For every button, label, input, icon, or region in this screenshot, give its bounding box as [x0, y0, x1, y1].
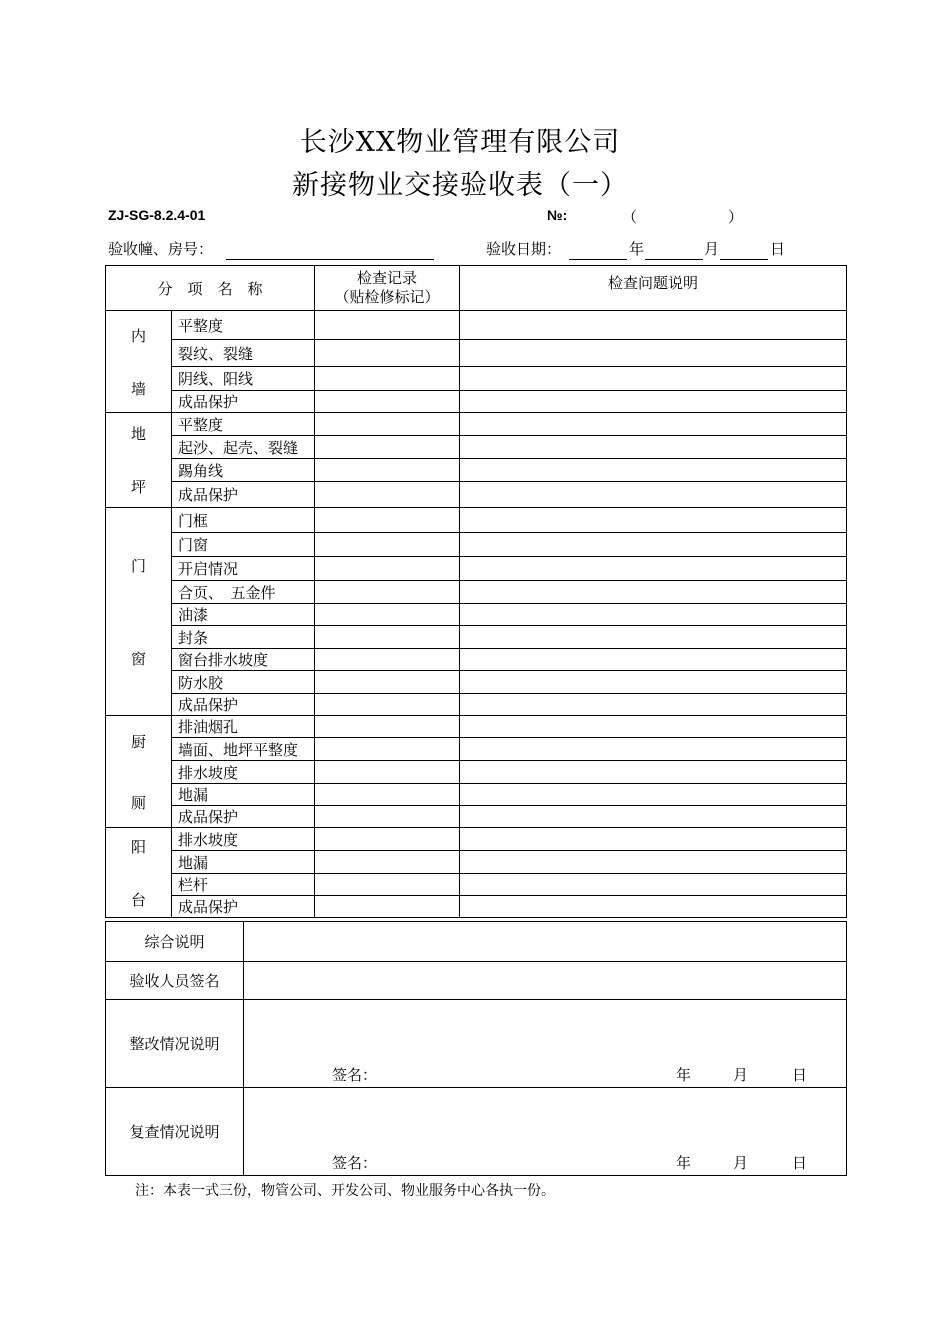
date-label: 验收日期：	[486, 240, 562, 258]
number-paren-close: ）	[728, 208, 744, 226]
category-char: 墙	[130, 379, 146, 398]
problem-desc-cell[interactable]	[460, 340, 847, 367]
problem-desc-cell[interactable]	[460, 806, 847, 828]
item-name: 地漏	[172, 851, 315, 874]
problem-desc-cell[interactable]	[460, 604, 847, 626]
item-name: 成品保护	[172, 806, 315, 828]
table-row	[106, 828, 847, 851]
problem-desc-cell[interactable]	[460, 413, 847, 436]
check-record-cell[interactable]	[315, 367, 460, 391]
check-record-cell[interactable]	[315, 557, 460, 581]
rectify-month: 月	[733, 1066, 749, 1084]
item-name: 合页、 五金件	[172, 581, 315, 604]
table-row	[106, 367, 847, 391]
item-name: 封条	[172, 626, 315, 649]
problem-desc-cell[interactable]	[460, 508, 847, 533]
room-field[interactable]	[226, 243, 434, 260]
check-record-cell[interactable]	[315, 738, 460, 761]
item-name: 地漏	[172, 784, 315, 806]
table-row	[106, 784, 847, 806]
form-title: 新接物业交接验收表（一）	[292, 170, 628, 201]
item-name: 阴线、阳线	[172, 367, 315, 391]
item-name: 栏杆	[172, 874, 315, 896]
date-month-field[interactable]	[645, 243, 703, 260]
item-name: 成品保护	[172, 482, 315, 508]
check-record-cell[interactable]	[315, 436, 460, 459]
check-record-cell[interactable]	[315, 806, 460, 828]
problem-desc-cell[interactable]	[460, 874, 847, 896]
check-record-cell[interactable]	[315, 340, 460, 367]
problem-desc-cell[interactable]	[460, 851, 847, 874]
check-record-cell[interactable]	[315, 459, 460, 482]
problem-desc-cell[interactable]	[460, 671, 847, 694]
problem-desc-cell[interactable]	[460, 828, 847, 851]
check-record-cell[interactable]	[315, 851, 460, 874]
table-row	[106, 436, 847, 459]
table-row	[106, 671, 847, 694]
problem-desc-cell[interactable]	[460, 391, 847, 413]
category-cell	[106, 311, 172, 413]
item-name: 开启情况	[172, 557, 315, 581]
header-check-record-line1: 检查记录	[357, 269, 418, 287]
header-problem-desc: 检查问题说明	[460, 266, 847, 311]
rectify-day: 日	[792, 1066, 808, 1084]
summary-field[interactable]	[244, 922, 847, 962]
table-row	[106, 896, 847, 918]
category-char: 地	[130, 425, 146, 443]
rectify-field[interactable]	[244, 1000, 847, 1088]
table-row	[106, 694, 847, 716]
item-name: 平整度	[172, 311, 315, 340]
category-cell	[106, 413, 172, 508]
inspector-row	[106, 962, 847, 1000]
check-record-cell[interactable]	[315, 604, 460, 626]
table-row	[106, 604, 847, 626]
table-header-row	[106, 266, 847, 311]
footnote: 注：本表一式三份，物管公司、开发公司、物业服务中心各执一份。	[135, 1183, 555, 1199]
table-row	[106, 413, 847, 436]
date-month-label: 月	[704, 240, 720, 258]
item-name: 裂纹、裂缝	[172, 340, 315, 367]
category-char: 厕	[130, 793, 146, 812]
problem-desc-cell[interactable]	[460, 649, 847, 671]
table-row	[106, 533, 847, 557]
rectify-year: 年	[676, 1066, 692, 1084]
problem-desc-cell[interactable]	[460, 581, 847, 604]
item-name: 排水坡度	[172, 828, 315, 851]
item-name: 平整度	[172, 413, 315, 436]
problem-desc-cell[interactable]	[460, 311, 847, 340]
rectify-label: 整改情况说明	[106, 1000, 244, 1088]
recheck-field[interactable]	[244, 1088, 847, 1176]
check-record-cell[interactable]	[315, 482, 460, 508]
item-name: 门窗	[172, 533, 315, 557]
item-name: 门框	[172, 508, 315, 533]
inspector-sign-label: 验收人员签名	[106, 962, 244, 1000]
rectify-row	[106, 1000, 847, 1088]
problem-desc-cell[interactable]	[460, 436, 847, 459]
problem-desc-cell[interactable]	[460, 533, 847, 557]
table-row	[106, 581, 847, 604]
company-name: 长沙XX物业管理有限公司	[299, 127, 621, 158]
category-char: 门	[130, 556, 146, 575]
item-name: 防水胶	[172, 671, 315, 694]
problem-desc-cell[interactable]	[460, 761, 847, 784]
table-row	[106, 851, 847, 874]
form-code: ZJ-SG-8.2.4-01	[108, 207, 206, 223]
check-record-cell[interactable]	[315, 533, 460, 557]
table-row	[106, 716, 847, 738]
problem-desc-cell[interactable]	[460, 459, 847, 482]
check-record-cell[interactable]	[315, 761, 460, 784]
category-char: 厨	[130, 732, 146, 751]
header-check-record-line2: （贴检修标记）	[334, 288, 440, 306]
problem-desc-cell[interactable]	[460, 694, 847, 716]
item-name: 墙面、地坪平整度	[172, 738, 315, 761]
item-name: 成品保护	[172, 694, 315, 716]
table-row	[106, 508, 847, 533]
date-day-field[interactable]	[720, 243, 768, 260]
category-char: 阳	[130, 837, 146, 856]
item-name: 成品保护	[172, 896, 315, 918]
rectify-sign-label: 签名：	[332, 1066, 378, 1084]
item-name: 成品保护	[172, 391, 315, 413]
recheck-day: 日	[792, 1154, 808, 1172]
check-record-cell[interactable]	[315, 874, 460, 896]
check-record-cell[interactable]	[315, 828, 460, 851]
item-name: 窗台排水坡度	[172, 649, 315, 671]
category-char: 台	[130, 890, 146, 909]
problem-desc-cell[interactable]	[460, 738, 847, 761]
header-item-name: 分 项 名 称	[106, 266, 315, 311]
item-name: 起沙、起壳、裂缝	[172, 436, 315, 459]
problem-desc-cell[interactable]	[460, 367, 847, 391]
check-record-cell[interactable]	[315, 649, 460, 671]
check-record-cell[interactable]	[315, 391, 460, 413]
inspector-sign-field[interactable]	[244, 962, 847, 1000]
room-label: 验收幢、房号：	[108, 240, 214, 258]
bottom-table	[105, 921, 847, 1176]
item-name: 踢角线	[172, 459, 315, 482]
table-row	[106, 557, 847, 581]
number-label: №:	[547, 207, 568, 223]
date-year-label: 年	[629, 240, 645, 258]
category-cell	[106, 508, 172, 716]
recheck-year: 年	[676, 1154, 692, 1172]
table-row	[106, 649, 847, 671]
date-year-field[interactable]	[569, 243, 627, 260]
summary-label: 综合说明	[106, 922, 244, 962]
item-name: 油漆	[172, 604, 315, 626]
table-row	[106, 626, 847, 649]
table-row	[106, 459, 847, 482]
recheck-label: 复查情况说明	[106, 1088, 244, 1176]
problem-desc-cell[interactable]	[460, 716, 847, 738]
table-row	[106, 340, 847, 367]
table-row	[106, 874, 847, 896]
check-record-cell[interactable]	[315, 311, 460, 340]
item-name: 排水坡度	[172, 761, 315, 784]
check-record-cell[interactable]	[315, 413, 460, 436]
table-row	[106, 738, 847, 761]
table-row	[106, 806, 847, 828]
table-row	[106, 311, 847, 340]
check-record-cell[interactable]	[315, 581, 460, 604]
check-record-cell[interactable]	[315, 671, 460, 694]
check-record-cell[interactable]	[315, 896, 460, 918]
category-char: 窗	[130, 649, 146, 668]
header-check-record	[315, 266, 460, 311]
problem-desc-cell[interactable]	[460, 896, 847, 918]
check-record-cell[interactable]	[315, 626, 460, 649]
item-name: 排油烟孔	[172, 716, 315, 738]
category-char: 坪	[130, 478, 146, 496]
problem-desc-cell[interactable]	[460, 626, 847, 649]
check-record-cell[interactable]	[315, 694, 460, 716]
recheck-sign-label: 签名：	[332, 1154, 378, 1172]
recheck-row	[106, 1088, 847, 1176]
category-cell	[106, 828, 172, 918]
problem-desc-cell[interactable]	[460, 482, 847, 508]
table-row	[106, 391, 847, 413]
problem-desc-cell[interactable]	[460, 784, 847, 806]
check-record-cell[interactable]	[315, 784, 460, 806]
date-day-label: 日	[770, 240, 786, 258]
category-cell	[106, 716, 172, 828]
inspection-table	[105, 265, 847, 918]
table-row	[106, 482, 847, 508]
problem-desc-cell[interactable]	[460, 557, 847, 581]
summary-row	[106, 922, 847, 962]
check-record-cell[interactable]	[315, 716, 460, 738]
table-row	[106, 761, 847, 784]
check-record-cell[interactable]	[315, 508, 460, 533]
number-paren-open: （	[622, 208, 638, 226]
recheck-month: 月	[733, 1154, 749, 1172]
category-char: 内	[130, 326, 146, 345]
